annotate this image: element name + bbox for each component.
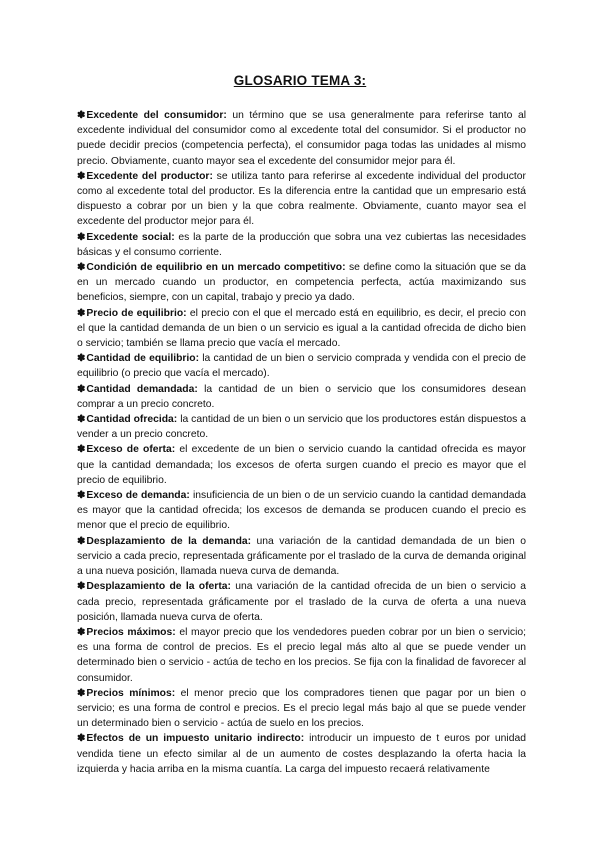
glossary-definition: el mayor precio que los vendedores pueden cobrar por un bien o servicio; es una forma de control de precios. Es el precio legal más alto al que se puede vender un determinado bien o servicio - actúa de techo en los precios. Se fija con la finalidad de favorecer al consumidor. — [77, 626, 526, 684]
glossary-term: Cantidad de equilibrio: — [86, 353, 200, 365]
glossary-definition: la cantidad de un bien o un servicio que los productores están dispuestos a vender a un precio concreto. — [77, 414, 527, 441]
glossary-entry — [77, 382, 526, 412]
glossary-definition: un término que se usa generalmente para referirse tanto al excedente individual del consumidor como al excedente total del consumidor. Si el productor no puede decidir precios (competencia perfecta), el consumidor paga todas las unidades al mismo precio. Obviamente, cuanto mayor sea el excedente del consumidor mejor para él. — [77, 110, 526, 167]
glossary-definition: insuficiencia de un bien o de un servicio cuando la cantidad demandada es mayor que la cantidad ofrecida; los excesos de demanda se producen cuando el precio es menor que el precio de equilibrio. — [77, 490, 526, 532]
glossary-term: Excedente social: — [86, 231, 175, 243]
glossary-entry — [77, 625, 526, 686]
glossary-term: Precios máximos: — [86, 626, 176, 638]
bullet-icon: ✽ — [77, 626, 86, 638]
glossary-entry — [77, 686, 526, 732]
glossary-term: Excedente del consumidor: — [86, 110, 227, 121]
glossary-list — [77, 108, 526, 777]
glossary-term: Desplazamiento de la demanda: — [86, 535, 252, 547]
glossary-entry — [77, 579, 526, 625]
page-title: GLOSARIO TEMA 3: — [233, 73, 367, 88]
glossary-term: Condición de equilibrio en un mercado competitivo: — [86, 262, 346, 274]
bullet-icon: ✽ — [77, 414, 86, 426]
glossary-entry — [77, 534, 526, 580]
glossary-term: Cantidad demandada: — [86, 383, 198, 395]
bullet-icon: ✽ — [77, 490, 86, 502]
glossary-term: Efectos de un impuesto unitario indirecto: — [86, 733, 305, 745]
glossary-term: Precios mínimos: — [86, 687, 176, 699]
glossary-entry — [77, 351, 526, 381]
bullet-icon: ✽ — [77, 383, 86, 395]
glossary-entry — [77, 306, 526, 352]
glossary-definition: el menor precio que los compradores tienen que pagar por un bien o servicio; es una forma de control e precios. Es el precio legal más bajo al que se puede vender un determinado bien o servicio - actúa de suelo en los precios. — [77, 687, 526, 730]
glossary-definition: una variación de la cantidad ofrecida de un bien o servicio a cada precio, representada gráficamente por el traslado de la curva de oferta a una nueva posición, llamada nueva curva de oferta. — [77, 581, 526, 623]
glossary-entry — [77, 412, 526, 442]
bullet-icon: ✽ — [77, 110, 86, 121]
bullet-icon: ✽ — [77, 687, 86, 699]
bullet-icon: ✽ — [77, 581, 86, 593]
glossary-entry — [77, 488, 526, 534]
glossary-term: Exceso de demanda: — [86, 490, 190, 502]
glossary-term: Excedente del productor: — [86, 170, 213, 182]
glossary-entry — [77, 230, 526, 260]
bullet-icon: ✽ — [77, 231, 86, 243]
glossary-definition: se utiliza tanto para referirse al excedente individual del productor como al excedente total del productor. Es la diferencia entre la cantidad que un empresario está dispuesto a cobrar por un bien y la que cobra realmente. Obviamente, cuanto mayor sea el excedente del productor mejor para él. — [77, 170, 526, 228]
glossary-definition: se define como la situación que se da en un mercado cuando un productor, en competencia perfecta, actúa maximizando sus beneficios, siempre, con un capital, trabajo y precio ya dado. — [77, 262, 526, 304]
glossary-entry — [77, 442, 526, 488]
glossary-definition: la cantidad de un bien o servicio comprada y vendida con el precio de equilibrio (o precio que vacía el mercado). — [77, 353, 526, 380]
glossary-definition: es la parte de la producción que sobra una vez cubiertas las necesidades básicas y el consumo corriente. — [77, 231, 526, 258]
glossary-entry — [77, 260, 526, 306]
bullet-icon: ✽ — [77, 262, 86, 274]
bullet-icon: ✽ — [77, 733, 86, 745]
bullet-icon: ✽ — [77, 353, 86, 365]
bullet-icon: ✽ — [77, 535, 86, 547]
glossary-entry — [77, 731, 526, 777]
bullet-icon: ✽ — [77, 170, 86, 182]
glossary-term: Desplazamiento de la oferta: — [86, 581, 231, 593]
glossary-entry — [77, 169, 526, 230]
glossary-term: Exceso de oferta: — [86, 444, 176, 456]
glossary-definition: una variación de la cantidad demandada de un bien o servicio a cada precio, representada gráficamente por el traslado de la curva de demanda original a una nueva posición, llamada nueva curva de demanda. — [77, 535, 526, 578]
glossary-definition: la cantidad de un bien o servicio que los consumidores desean comprar a un precio concreto. — [77, 383, 526, 410]
glossary-definition: el excedente de un bien o servicio cuando la cantidad ofrecida es mayor que la cantidad demandada; los excesos de oferta surgen cuando el precio es mayor que el precio de equilibrio. — [77, 444, 526, 486]
bullet-icon: ✽ — [77, 307, 86, 319]
glossary-term: Cantidad ofrecida: — [86, 414, 178, 426]
glossary-definition: introducir un impuesto de t euros por unidad vendida tiene un efecto similar al de un aumento de costes desplazando la oferta hacia la izquierda y hacia arriba en la misma cuantía. La carga del impuesto recaerá relativamente — [77, 733, 526, 775]
bullet-icon: ✽ — [77, 444, 86, 456]
glossary-term: Precio de equilibrio: — [86, 307, 187, 319]
glossary-definition: el precio con el que el mercado está en equilibrio, es decir, el precio con el que la cantidad demanda de un bien o un servicio es igual a la cantidad ofrecida de dicho bien o servicio; también se llama precio que vacía el mercado. — [77, 307, 526, 350]
glossary-entry — [77, 108, 526, 169]
